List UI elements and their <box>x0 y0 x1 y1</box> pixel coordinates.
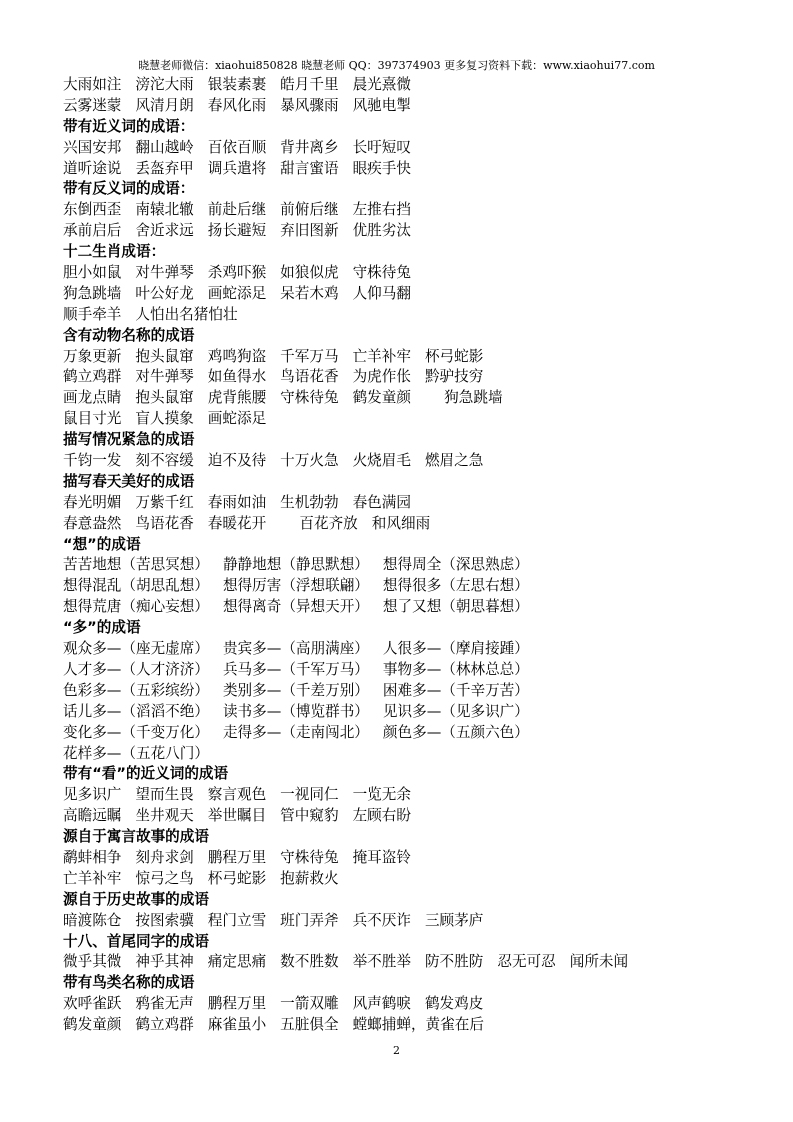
page-number: 2 <box>393 1044 400 1057</box>
section-heading: 十二生肖成语： <box>63 243 166 261</box>
idiom-row <box>63 911 783 932</box>
idiom: 画龙点睛 <box>63 389 122 407</box>
idiom: 五脏俱全 <box>280 1016 339 1034</box>
idiom: 万紫千红 <box>135 493 194 511</box>
idiom: 螳螂捕蝉，黄雀在后 <box>352 1016 484 1034</box>
idiom: 皓月千里 <box>280 76 339 93</box>
idiom: 数不胜数 <box>280 953 339 971</box>
idiom: 背井离乡 <box>280 138 339 156</box>
idiom: 闻所未闻 <box>569 953 629 971</box>
idiom: 防不胜防 <box>424 953 484 971</box>
idiom: 晨光熹微 <box>352 76 411 93</box>
idiom: 想得厉害（浮想联翩） <box>222 577 369 595</box>
idiom: 变化多—（千变万化） <box>63 723 209 741</box>
idiom: 暴风骤雨 <box>280 96 339 114</box>
idiom: 人才多—（人才济济） <box>63 660 209 678</box>
idiom-row <box>63 744 783 765</box>
page-header: 晓慧老师微信：xiaohui850828 晓慧老师 QQ：397374903 更多复习资料下载：www.xiaohui77.com <box>138 59 655 72</box>
idiom: 鸡鸣狗盗 <box>207 347 267 365</box>
idiom: 鸦雀无声 <box>135 995 194 1013</box>
idiom: 按图索骥 <box>135 911 194 929</box>
idiom: 如鱼得水 <box>207 368 267 386</box>
idiom: 色彩多—（五彩缤纷） <box>63 681 209 699</box>
idiom: 举世瞩目 <box>207 807 267 825</box>
idiom: 狗急跳墙 <box>424 389 503 407</box>
idiom-row <box>63 388 783 409</box>
idiom: 百依百顺 <box>207 138 267 156</box>
idiom: 人仰马翻 <box>352 284 411 302</box>
idiom: 颜色多—（五颜六色） <box>382 723 529 741</box>
idiom: 道听途说 <box>63 159 122 177</box>
idiom: 对牛弹琴 <box>135 368 194 386</box>
idiom: 前赴后继 <box>207 201 267 219</box>
idiom: 想得混乱（胡思乱想） <box>63 577 209 595</box>
idiom: 黔驴技穷 <box>424 368 484 386</box>
idiom: 鹤发童颜 <box>63 1016 122 1034</box>
idiom: 抱头鼠窜 <box>135 347 194 365</box>
idiom: 守株待兔 <box>352 264 411 282</box>
idiom: 春雨如油 <box>207 493 267 511</box>
section-heading: 带有反义词的成语： <box>63 180 195 198</box>
idiom: 画蛇添足 <box>207 410 267 428</box>
idiom: 微乎其微 <box>63 953 122 971</box>
idiom-row <box>63 159 783 180</box>
idiom-row <box>63 555 783 576</box>
idiom: 风清月朗 <box>135 96 194 114</box>
idiom: 读书多—（博览群书） <box>222 702 369 720</box>
idiom-row <box>63 514 783 535</box>
idiom: 一视同仁 <box>280 786 339 804</box>
idiom: 银装素裹 <box>207 76 267 93</box>
idiom: 春光明媚 <box>63 493 122 511</box>
idiom: 麻雀虽小 <box>207 1016 267 1034</box>
idiom: 兵马多—（千军万马） <box>222 660 369 678</box>
idiom: 舍近求远 <box>135 222 194 240</box>
idiom: 花样多—（五花八门） <box>63 744 209 762</box>
idiom: 兴国安邦 <box>63 138 122 156</box>
idiom: 鹏程万里 <box>207 995 267 1013</box>
idiom: 人很多—（摩肩接踵） <box>382 640 529 658</box>
idiom: 抱头鼠窜 <box>135 389 194 407</box>
idiom: 调兵遣将 <box>207 159 267 177</box>
idiom: 程门立雪 <box>207 911 267 929</box>
idiom: 一览无余 <box>352 786 411 804</box>
idiom: 长吁短叹 <box>352 138 411 156</box>
idiom-row <box>63 347 783 368</box>
section-heading: 带有近义词的成语： <box>63 117 195 135</box>
idiom: 管中窥豹 <box>280 807 339 825</box>
idiom: 风声鹤唳 <box>352 995 411 1013</box>
idiom: 人怕出名猪怕壮 <box>135 305 238 323</box>
idiom: 兵不厌诈 <box>352 911 411 929</box>
idiom: 三顾茅庐 <box>424 911 484 929</box>
idiom-row <box>63 1015 783 1036</box>
idiom-row <box>63 200 783 221</box>
section-heading: 带有鸟类名称的成语 <box>63 974 195 992</box>
idiom: 走得多—（走南闯北） <box>222 723 369 741</box>
idiom: 亡羊补牢 <box>63 869 122 887</box>
idiom: 刻舟求剑 <box>135 848 194 866</box>
idiom: 想得很多（左思右想） <box>382 577 529 595</box>
idiom: 班门弄斧 <box>280 911 339 929</box>
idiom-list <box>63 75 783 1036</box>
idiom-row <box>63 263 783 284</box>
idiom: 风驰电掣 <box>352 96 411 114</box>
idiom: 甜言蜜语 <box>280 159 339 177</box>
idiom-row <box>63 639 783 660</box>
idiom-row <box>63 138 783 159</box>
idiom: 神乎其神 <box>135 953 194 971</box>
idiom: 狗急跳墙 <box>63 284 122 302</box>
idiom: 画蛇添足 <box>207 284 267 302</box>
idiom: 忍无可忍 <box>497 953 556 971</box>
idiom: 鸟语花香 <box>135 514 194 532</box>
idiom-row <box>63 221 783 242</box>
idiom: 坐井观天 <box>135 807 194 825</box>
idiom: 燃眉之急 <box>424 452 484 470</box>
idiom: 春意盎然 <box>63 514 122 532</box>
idiom-row <box>63 409 783 430</box>
idiom: 暗渡陈仓 <box>63 911 122 929</box>
idiom: 大雨如注 <box>63 76 122 93</box>
idiom: 鹬蚌相争 <box>63 848 122 866</box>
idiom: 云雾迷蒙 <box>63 96 122 114</box>
idiom: 守株待兔 <box>280 389 339 407</box>
section-heading: “多”的成语 <box>63 619 141 637</box>
idiom: 观众多—（座无虚席） <box>63 640 209 658</box>
idiom: 千军万马 <box>280 347 339 365</box>
idiom: 鹤发童颜 <box>352 389 411 407</box>
idiom: 左顾右盼 <box>352 807 411 825</box>
idiom: 鹤立鸡群 <box>135 1016 194 1034</box>
idiom: 滂沱大雨 <box>135 76 194 93</box>
idiom: 如狼似虎 <box>280 264 339 282</box>
section-heading: 源自于历史故事的成语 <box>63 890 209 908</box>
idiom: 丢盔弃甲 <box>135 159 194 177</box>
idiom-row <box>63 994 783 1015</box>
section-heading: 源自于寓言故事的成语 <box>63 828 209 846</box>
idiom: 顺手牵羊 <box>63 305 122 323</box>
idiom: 困难多—（千辛万苦） <box>382 681 529 699</box>
idiom: 和风细雨 <box>371 514 431 532</box>
idiom: 鹏程万里 <box>207 848 267 866</box>
idiom: 惊弓之鸟 <box>135 869 194 887</box>
idiom: 生机勃勃 <box>280 493 339 511</box>
idiom: 胆小如鼠 <box>63 264 122 282</box>
idiom: 类别多—（千差万别） <box>222 681 369 699</box>
idiom: 一箭双雕 <box>280 995 339 1013</box>
idiom: 望而生畏 <box>135 786 194 804</box>
idiom: 欢呼雀跃 <box>63 995 122 1013</box>
idiom-row <box>63 723 783 744</box>
idiom: 杯弓蛇影 <box>207 869 267 887</box>
idiom-row <box>63 952 783 973</box>
idiom-row <box>63 493 783 514</box>
idiom: 南辕北辙 <box>135 201 194 219</box>
idiom: 迫不及待 <box>207 452 267 470</box>
idiom: 鸟语花香 <box>280 368 339 386</box>
idiom: 火烧眉毛 <box>352 452 411 470</box>
idiom: 苦苦地想（苦思冥想） <box>63 556 209 574</box>
idiom-row <box>63 869 783 890</box>
idiom-row <box>63 75 783 96</box>
idiom: 痛定思痛 <box>207 953 267 971</box>
idiom: 想得荒唐（痴心妄想） <box>63 598 209 616</box>
idiom-row <box>63 806 783 827</box>
idiom: 鼠目寸光 <box>63 410 122 428</box>
idiom: 察言观色 <box>207 786 267 804</box>
idiom-row <box>63 848 783 869</box>
idiom: 承前启后 <box>63 222 122 240</box>
idiom: 刻不容缓 <box>135 452 194 470</box>
idiom: 想了又想（朝思暮想） <box>382 598 529 616</box>
idiom: 贵宾多—（高朋满座） <box>222 640 369 658</box>
idiom: 掩耳盗铃 <box>352 848 411 866</box>
idiom: 盲人摸象 <box>135 410 194 428</box>
idiom: 鹤发鸡皮 <box>424 995 484 1013</box>
idiom: 东倒西歪 <box>63 201 122 219</box>
idiom: 守株待兔 <box>280 848 339 866</box>
idiom: 优胜劣汰 <box>352 222 411 240</box>
idiom: 话儿多—（滔滔不绝） <box>63 702 209 720</box>
idiom: 对牛弹琴 <box>135 264 194 282</box>
idiom: 见识多—（见多识广） <box>382 702 529 720</box>
idiom-row <box>63 702 783 723</box>
idiom: 弃旧图新 <box>280 222 339 240</box>
idiom-row <box>63 96 783 117</box>
idiom: 十万火急 <box>280 452 339 470</box>
idiom: 左推右挡 <box>352 201 411 219</box>
section-heading: 描写春天美好的成语 <box>63 472 195 490</box>
idiom-row <box>63 681 783 702</box>
idiom-row <box>63 305 783 326</box>
idiom: 千钧一发 <box>63 452 122 470</box>
idiom: 想得离奇（异想天开） <box>222 598 369 616</box>
section-heading: 含有动物名称的成语 <box>63 326 195 344</box>
idiom-row <box>63 284 783 305</box>
idiom: 为虎作伥 <box>352 368 411 386</box>
idiom: 眼疾手快 <box>352 159 411 177</box>
idiom: 万象更新 <box>63 347 122 365</box>
idiom: 见多识广 <box>63 786 122 804</box>
idiom: 前俯后继 <box>280 201 339 219</box>
idiom: 百花齐放 <box>280 514 358 532</box>
idiom: 事物多—（林林总总） <box>382 660 529 678</box>
idiom: 亡羊补牢 <box>352 347 411 365</box>
idiom: 春暖花开 <box>207 514 267 532</box>
idiom: 叶公好龙 <box>135 284 194 302</box>
idiom: 抱薪救火 <box>280 869 339 887</box>
idiom: 春色满园 <box>352 493 411 511</box>
idiom: 扬长避短 <box>207 222 267 240</box>
idiom: 举不胜举 <box>352 953 411 971</box>
idiom-row <box>63 576 783 597</box>
idiom: 杀鸡吓猴 <box>207 264 267 282</box>
idiom-row <box>63 597 783 618</box>
idiom-row <box>63 367 783 388</box>
section-heading: 带有“看”的近义词的成语 <box>63 765 229 783</box>
idiom-row <box>63 785 783 806</box>
idiom: 虎背熊腰 <box>207 389 267 407</box>
idiom: 高瞻远瞩 <box>63 807 122 825</box>
idiom: 鹤立鸡群 <box>63 368 122 386</box>
idiom: 春风化雨 <box>207 96 267 114</box>
idiom: 翻山越岭 <box>135 138 194 156</box>
section-heading: “想”的成语 <box>63 535 141 553</box>
idiom-row <box>63 660 783 681</box>
idiom: 杯弓蛇影 <box>424 347 484 365</box>
idiom-row <box>63 451 783 472</box>
idiom: 呆若木鸡 <box>280 284 339 302</box>
idiom: 静静地想（静思默想） <box>222 556 369 574</box>
section-heading: 描写情况紧急的成语 <box>63 431 195 449</box>
section-heading: 十八、首尾同字的成语 <box>63 932 209 950</box>
idiom: 想得周全（深思熟虑） <box>382 556 529 574</box>
